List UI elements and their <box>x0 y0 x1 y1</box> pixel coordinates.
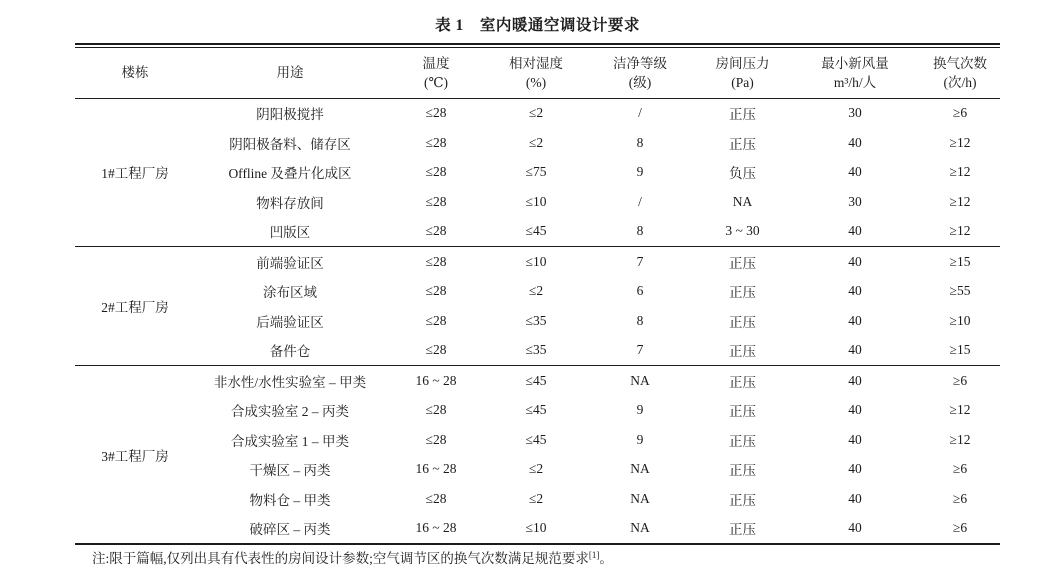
humidity-cell: ≤45 <box>525 431 547 447</box>
ach-cell: ≥12 <box>949 402 971 418</box>
fresh-air-cell: 40 <box>848 134 862 150</box>
ach-cell: ≥6 <box>920 366 1000 396</box>
table-row <box>75 277 1000 307</box>
table-number: 表 1 <box>435 17 464 34</box>
ach-cell: ≥6 <box>952 520 968 536</box>
temperature-cell: 16 ~ 28 <box>415 461 457 477</box>
ach-cell: ≥12 <box>949 223 971 239</box>
fresh-air-cell: 40 <box>848 223 862 239</box>
building-cell: 2#工程厂房 <box>75 247 195 366</box>
humidity-cell: ≤2 <box>528 283 544 299</box>
pressure-cell: NA <box>732 193 753 209</box>
humidity-cell: ≤45 <box>487 366 585 396</box>
table-row <box>75 247 1000 277</box>
ach-cell: ≥6 <box>952 490 968 506</box>
cleanliness-cell: / <box>638 193 642 209</box>
temperature-cell: ≤28 <box>425 164 447 180</box>
building-cell: 1#工程厂房 <box>101 166 169 182</box>
col-header-humidity: 相对湿度 (%) <box>487 48 585 99</box>
col-header-fresh-air: 最小新风量 m³/h/人 <box>790 48 920 99</box>
building-group-1 <box>75 98 1000 247</box>
pressure-cell: 正压 <box>729 285 756 301</box>
usage-cell: 凹版区 <box>269 225 311 241</box>
ach-cell: ≥10 <box>949 312 971 328</box>
temperature-cell: ≤28 <box>425 105 447 121</box>
footnote-citation-ref: [1] <box>588 550 600 560</box>
humidity-cell: ≤45 <box>525 402 547 418</box>
temperature-cell: 16 ~ 28 <box>385 366 487 396</box>
col-header-pressure: 房间压力 (Pa) <box>695 48 790 99</box>
fresh-air-cell: 40 <box>848 490 862 506</box>
ach-cell: ≥12 <box>949 164 971 180</box>
cleanliness-cell: NA <box>585 366 695 396</box>
usage-cell: 合成实验室 1 – 甲类 <box>230 433 350 449</box>
usage-cell: 干燥区 – 丙类 <box>249 463 331 479</box>
temperature-cell: ≤28 <box>385 247 487 277</box>
fresh-air-cell: 40 <box>848 164 862 180</box>
usage-cell: 合成实验室 2 – 丙类 <box>230 404 350 420</box>
humidity-cell: ≤10 <box>525 520 547 536</box>
cleanliness-cell: 8 <box>636 223 644 239</box>
table-row <box>75 425 1000 455</box>
temperature-cell: ≤28 <box>425 431 447 447</box>
fresh-air-cell: 40 <box>790 247 920 277</box>
humidity-cell: ≤2 <box>528 490 544 506</box>
usage-cell: 破碎区 – 丙类 <box>249 522 331 538</box>
temperature-cell: ≤28 <box>425 223 447 239</box>
cleanliness-cell: 9 <box>636 402 644 418</box>
pressure-cell: 3 ~ 30 <box>725 223 760 239</box>
col-header-temperature: 温度 (℃) <box>385 48 487 99</box>
table-row <box>75 128 1000 158</box>
pressure-cell: 正压 <box>729 404 756 420</box>
temperature-cell: ≤28 <box>425 193 447 209</box>
humidity-cell: ≤2 <box>528 134 544 150</box>
table-row <box>75 366 1000 396</box>
ach-cell: ≥12 <box>949 193 971 209</box>
fresh-air-cell: 40 <box>848 402 862 418</box>
col-header-building: 楼栋 <box>75 48 195 99</box>
pressure-cell: 正压 <box>729 344 756 360</box>
table-footnote <box>92 547 1042 567</box>
table-row <box>75 98 1000 128</box>
cleanliness-cell: NA <box>630 520 650 536</box>
temperature-cell: ≤28 <box>425 342 447 358</box>
temperature-cell: ≤28 <box>425 283 447 299</box>
pressure-cell: 正压 <box>729 492 756 508</box>
footnote-text: 注:限于篇幅,仅列出具有代表性的房间设计参数;空气调节区的换气次数满足规范要求 <box>92 551 589 566</box>
cleanliness-cell: 6 <box>636 283 644 299</box>
col-header-cleanliness: 洁净等级 (级) <box>585 48 695 99</box>
table-title <box>75 13 1000 35</box>
usage-cell: 后端验证区 <box>256 314 324 330</box>
usage-cell: 物料存放间 <box>256 195 324 211</box>
fresh-air-cell: 40 <box>848 520 862 536</box>
cleanliness-cell: 9 <box>636 431 644 447</box>
table-container <box>75 43 1000 545</box>
col-header-ach: 换气次数 (次/h) <box>920 48 1000 99</box>
pressure-cell: 负压 <box>729 166 756 182</box>
cleanliness-cell: NA <box>630 490 650 506</box>
humidity-cell: ≤75 <box>525 164 547 180</box>
ach-cell: ≥6 <box>952 105 968 121</box>
pressure-cell: 正压 <box>729 107 756 123</box>
ach-cell: ≥6 <box>952 461 968 477</box>
footnote-period: 。 <box>599 551 613 566</box>
fresh-air-cell: 40 <box>848 461 862 477</box>
building-cell: 3#工程厂房 <box>75 366 195 545</box>
humidity-cell: ≤35 <box>525 342 547 358</box>
ach-cell: ≥15 <box>949 342 971 358</box>
fresh-air-cell: 30 <box>848 193 862 209</box>
cleanliness-cell: / <box>638 105 642 121</box>
table-row <box>75 306 1000 336</box>
cleanliness-cell: 7 <box>585 247 695 277</box>
table-row <box>75 396 1000 426</box>
hvac-requirements-table <box>75 48 1000 546</box>
cleanliness-cell: 9 <box>636 164 644 180</box>
humidity-cell: ≤2 <box>528 105 544 121</box>
cleanliness-cell: 8 <box>636 134 644 150</box>
ach-cell: ≥12 <box>949 431 971 447</box>
humidity-cell: ≤35 <box>525 312 547 328</box>
building-group-2 <box>75 247 1000 366</box>
temperature-cell: ≤28 <box>425 312 447 328</box>
pressure-cell: 正压 <box>729 522 756 538</box>
humidity-cell: ≤10 <box>525 193 547 209</box>
table-row <box>75 187 1000 217</box>
fresh-air-cell: 40 <box>848 312 862 328</box>
pressure-cell: 正压 <box>729 433 756 449</box>
ach-cell: ≥15 <box>920 247 1000 277</box>
pressure-cell: 正压 <box>729 136 756 152</box>
table-row <box>75 336 1000 366</box>
fresh-air-cell: 30 <box>848 105 862 121</box>
usage-cell: 备件仓 <box>269 344 311 360</box>
pressure-cell: 正压 <box>695 247 790 277</box>
ach-cell: ≥55 <box>949 283 971 299</box>
cleanliness-cell: 7 <box>636 342 644 358</box>
col-header-usage: 用途 <box>195 48 385 99</box>
usage-cell: 前端验证区 <box>195 247 385 277</box>
usage-cell: 涂布区域 <box>263 285 317 301</box>
usage-cell: 阴阳极备料、储存区 <box>229 136 351 152</box>
header-row <box>75 48 1000 99</box>
humidity-cell: ≤2 <box>528 461 544 477</box>
fresh-air-cell: 40 <box>848 342 862 358</box>
fresh-air-cell: 40 <box>848 431 862 447</box>
temperature-cell: ≤28 <box>425 490 447 506</box>
pressure-cell: 正压 <box>695 366 790 396</box>
building-group-3 <box>75 366 1000 545</box>
humidity-cell: ≤10 <box>487 247 585 277</box>
usage-cell: Offline 及叠片化成区 <box>228 166 352 182</box>
usage-cell: 阴阳极搅拌 <box>256 107 324 123</box>
top-rule-thick <box>75 43 1000 45</box>
temperature-cell: ≤28 <box>425 402 447 418</box>
pressure-cell: 正压 <box>729 314 756 330</box>
table-row <box>75 484 1000 514</box>
cleanliness-cell: NA <box>630 461 650 477</box>
pressure-cell: 正压 <box>729 463 756 479</box>
table-row <box>75 514 1000 545</box>
table-row <box>75 217 1000 247</box>
table-caption: 室内暖通空调设计要求 <box>479 17 640 34</box>
temperature-cell: ≤28 <box>425 134 447 150</box>
fresh-air-cell: 40 <box>790 366 920 396</box>
table-row <box>75 455 1000 485</box>
table-row <box>75 158 1000 188</box>
ach-cell: ≥12 <box>949 134 971 150</box>
cleanliness-cell: 8 <box>636 312 644 328</box>
temperature-cell: 16 ~ 28 <box>415 520 457 536</box>
fresh-air-cell: 40 <box>848 283 862 299</box>
humidity-cell: ≤45 <box>525 223 547 239</box>
usage-cell: 物料仓 – 甲类 <box>249 492 331 508</box>
usage-cell: 非水性/水性实验室 – 甲类 <box>195 366 385 396</box>
